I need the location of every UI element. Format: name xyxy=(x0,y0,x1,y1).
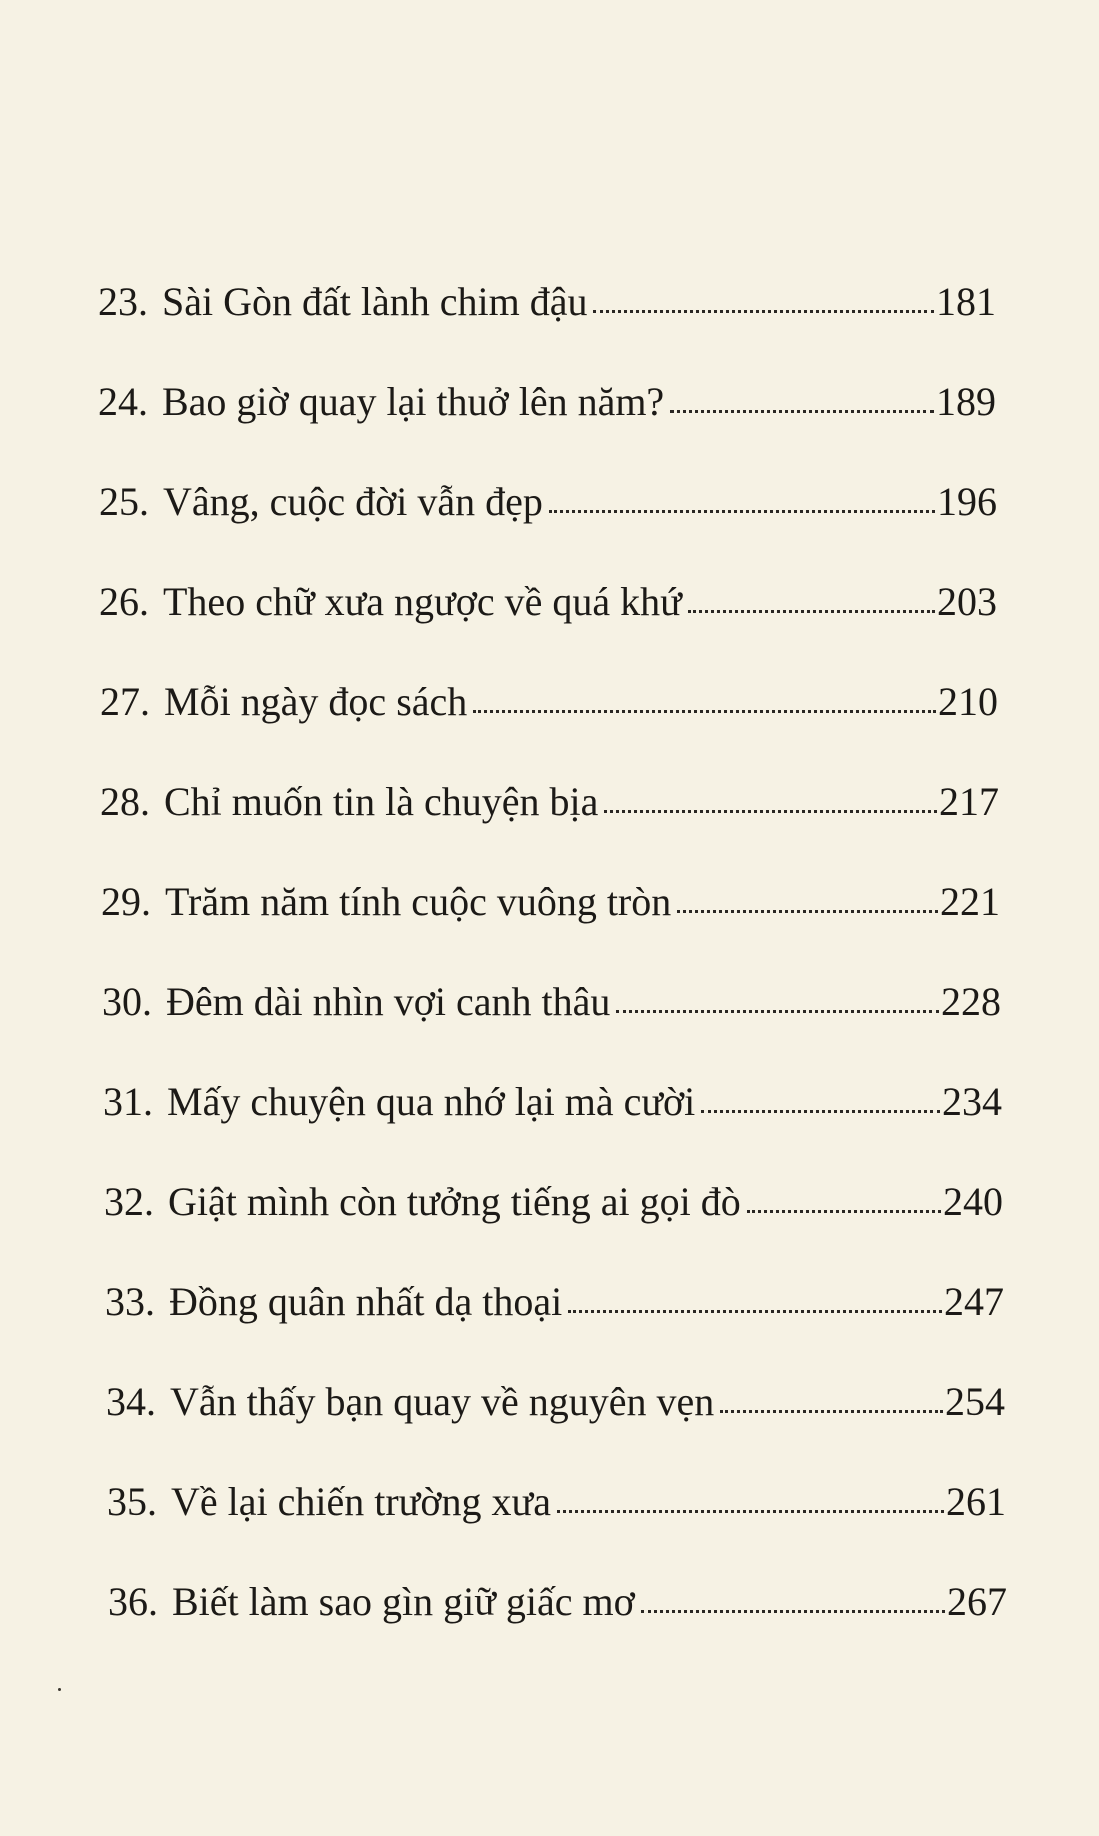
toc-entry-number: 31. xyxy=(103,1079,153,1124)
toc-entry-number: 36. xyxy=(108,1579,158,1624)
dot-leader xyxy=(568,1310,942,1313)
toc-entry-title: Vâng, cuộc đời vẫn đẹp xyxy=(163,479,543,524)
toc-entry xyxy=(104,1178,1003,1226)
toc-entry-page: 234 xyxy=(942,1079,1002,1124)
dot-leader xyxy=(593,310,934,313)
toc-entry-title: Đêm dài nhìn vợi canh thâu xyxy=(166,979,611,1024)
toc-entry-number: 32. xyxy=(104,1179,154,1224)
toc-entry-page: 228 xyxy=(941,979,1001,1024)
dot-leader xyxy=(670,410,934,413)
dot-leader xyxy=(677,910,938,913)
toc-entry xyxy=(101,878,1000,926)
toc-entry xyxy=(103,1078,1002,1126)
toc-entry-page: 217 xyxy=(939,779,999,824)
toc-entry-page: 203 xyxy=(937,579,997,624)
toc-entry xyxy=(99,578,997,626)
toc-entry-title: Theo chữ xưa ngược về quá khứ xyxy=(163,579,682,624)
dot-leader xyxy=(604,810,937,813)
toc-entry xyxy=(105,1278,1004,1326)
toc-entry-page: 247 xyxy=(944,1279,1004,1324)
toc-entry-title: Mấy chuyện qua nhớ lại mà cười xyxy=(167,1079,696,1124)
dot-leader xyxy=(641,1610,945,1613)
toc-entry-page: 210 xyxy=(938,679,998,724)
toc-entry xyxy=(98,378,996,426)
toc-entry-page: 261 xyxy=(946,1479,1006,1524)
toc-entry-number: 25. xyxy=(99,479,149,524)
toc-entry-number: 24. xyxy=(98,379,148,424)
toc-entry xyxy=(100,778,999,826)
toc-entry-page: 221 xyxy=(940,879,1000,924)
toc-entry xyxy=(99,478,997,526)
toc-entry-number: 35. xyxy=(107,1479,157,1524)
toc-entry-title: Đồng quân nhất dạ thoại xyxy=(169,1279,563,1324)
toc-entry-title: Trăm năm tính cuộc vuông tròn xyxy=(165,879,672,924)
toc-entry-page: 181 xyxy=(936,279,996,324)
dot-leader xyxy=(688,610,935,613)
toc-entry-page: 254 xyxy=(945,1379,1005,1424)
paper-speck xyxy=(58,1688,61,1691)
toc-entry xyxy=(108,1578,1007,1626)
toc-entry-number: 23. xyxy=(98,279,148,324)
toc-entry-page: 189 xyxy=(936,379,996,424)
toc-entry-title: Sài Gòn đất lành chim đậu xyxy=(162,279,588,324)
toc-entry xyxy=(102,978,1001,1026)
toc-entry-title: Chỉ muốn tin là chuyện bịa xyxy=(164,779,599,824)
toc-entry-title: Biết làm sao gìn giữ giấc mơ xyxy=(172,1579,635,1624)
toc-entry xyxy=(98,278,996,326)
toc-entry-page: 267 xyxy=(947,1579,1007,1624)
dot-leader xyxy=(473,710,936,713)
dot-leader xyxy=(549,510,935,513)
toc-entry-number: 27. xyxy=(100,679,150,724)
dot-leader xyxy=(747,1210,941,1213)
toc-entry-number: 30. xyxy=(102,979,152,1024)
toc-entry xyxy=(100,678,998,726)
toc-entry-title: Về lại chiến trường xưa xyxy=(171,1479,551,1524)
toc-entry-page: 196 xyxy=(937,479,997,524)
toc-entry xyxy=(106,1378,1005,1426)
toc-entry-number: 28. xyxy=(100,779,150,824)
dot-leader xyxy=(616,1010,939,1013)
toc-entry-title: Mỗi ngày đọc sách xyxy=(164,679,468,724)
dot-leader xyxy=(557,1510,944,1513)
dot-leader xyxy=(701,1110,940,1113)
toc-entry-title: Vẫn thấy bạn quay về nguyên vẹn xyxy=(170,1379,715,1424)
toc-entry-title: Giật mình còn tưởng tiếng ai gọi đò xyxy=(168,1179,741,1224)
toc-entry-page: 240 xyxy=(943,1179,1003,1224)
toc-entry xyxy=(107,1478,1006,1526)
toc-entry-number: 26. xyxy=(99,579,149,624)
toc-entry-number: 33. xyxy=(105,1279,155,1324)
toc-entry-title: Bao giờ quay lại thuở lên năm? xyxy=(162,379,665,424)
dot-leader xyxy=(720,1410,943,1413)
toc-entry-number: 34. xyxy=(106,1379,156,1424)
toc-entry-number: 29. xyxy=(101,879,151,924)
